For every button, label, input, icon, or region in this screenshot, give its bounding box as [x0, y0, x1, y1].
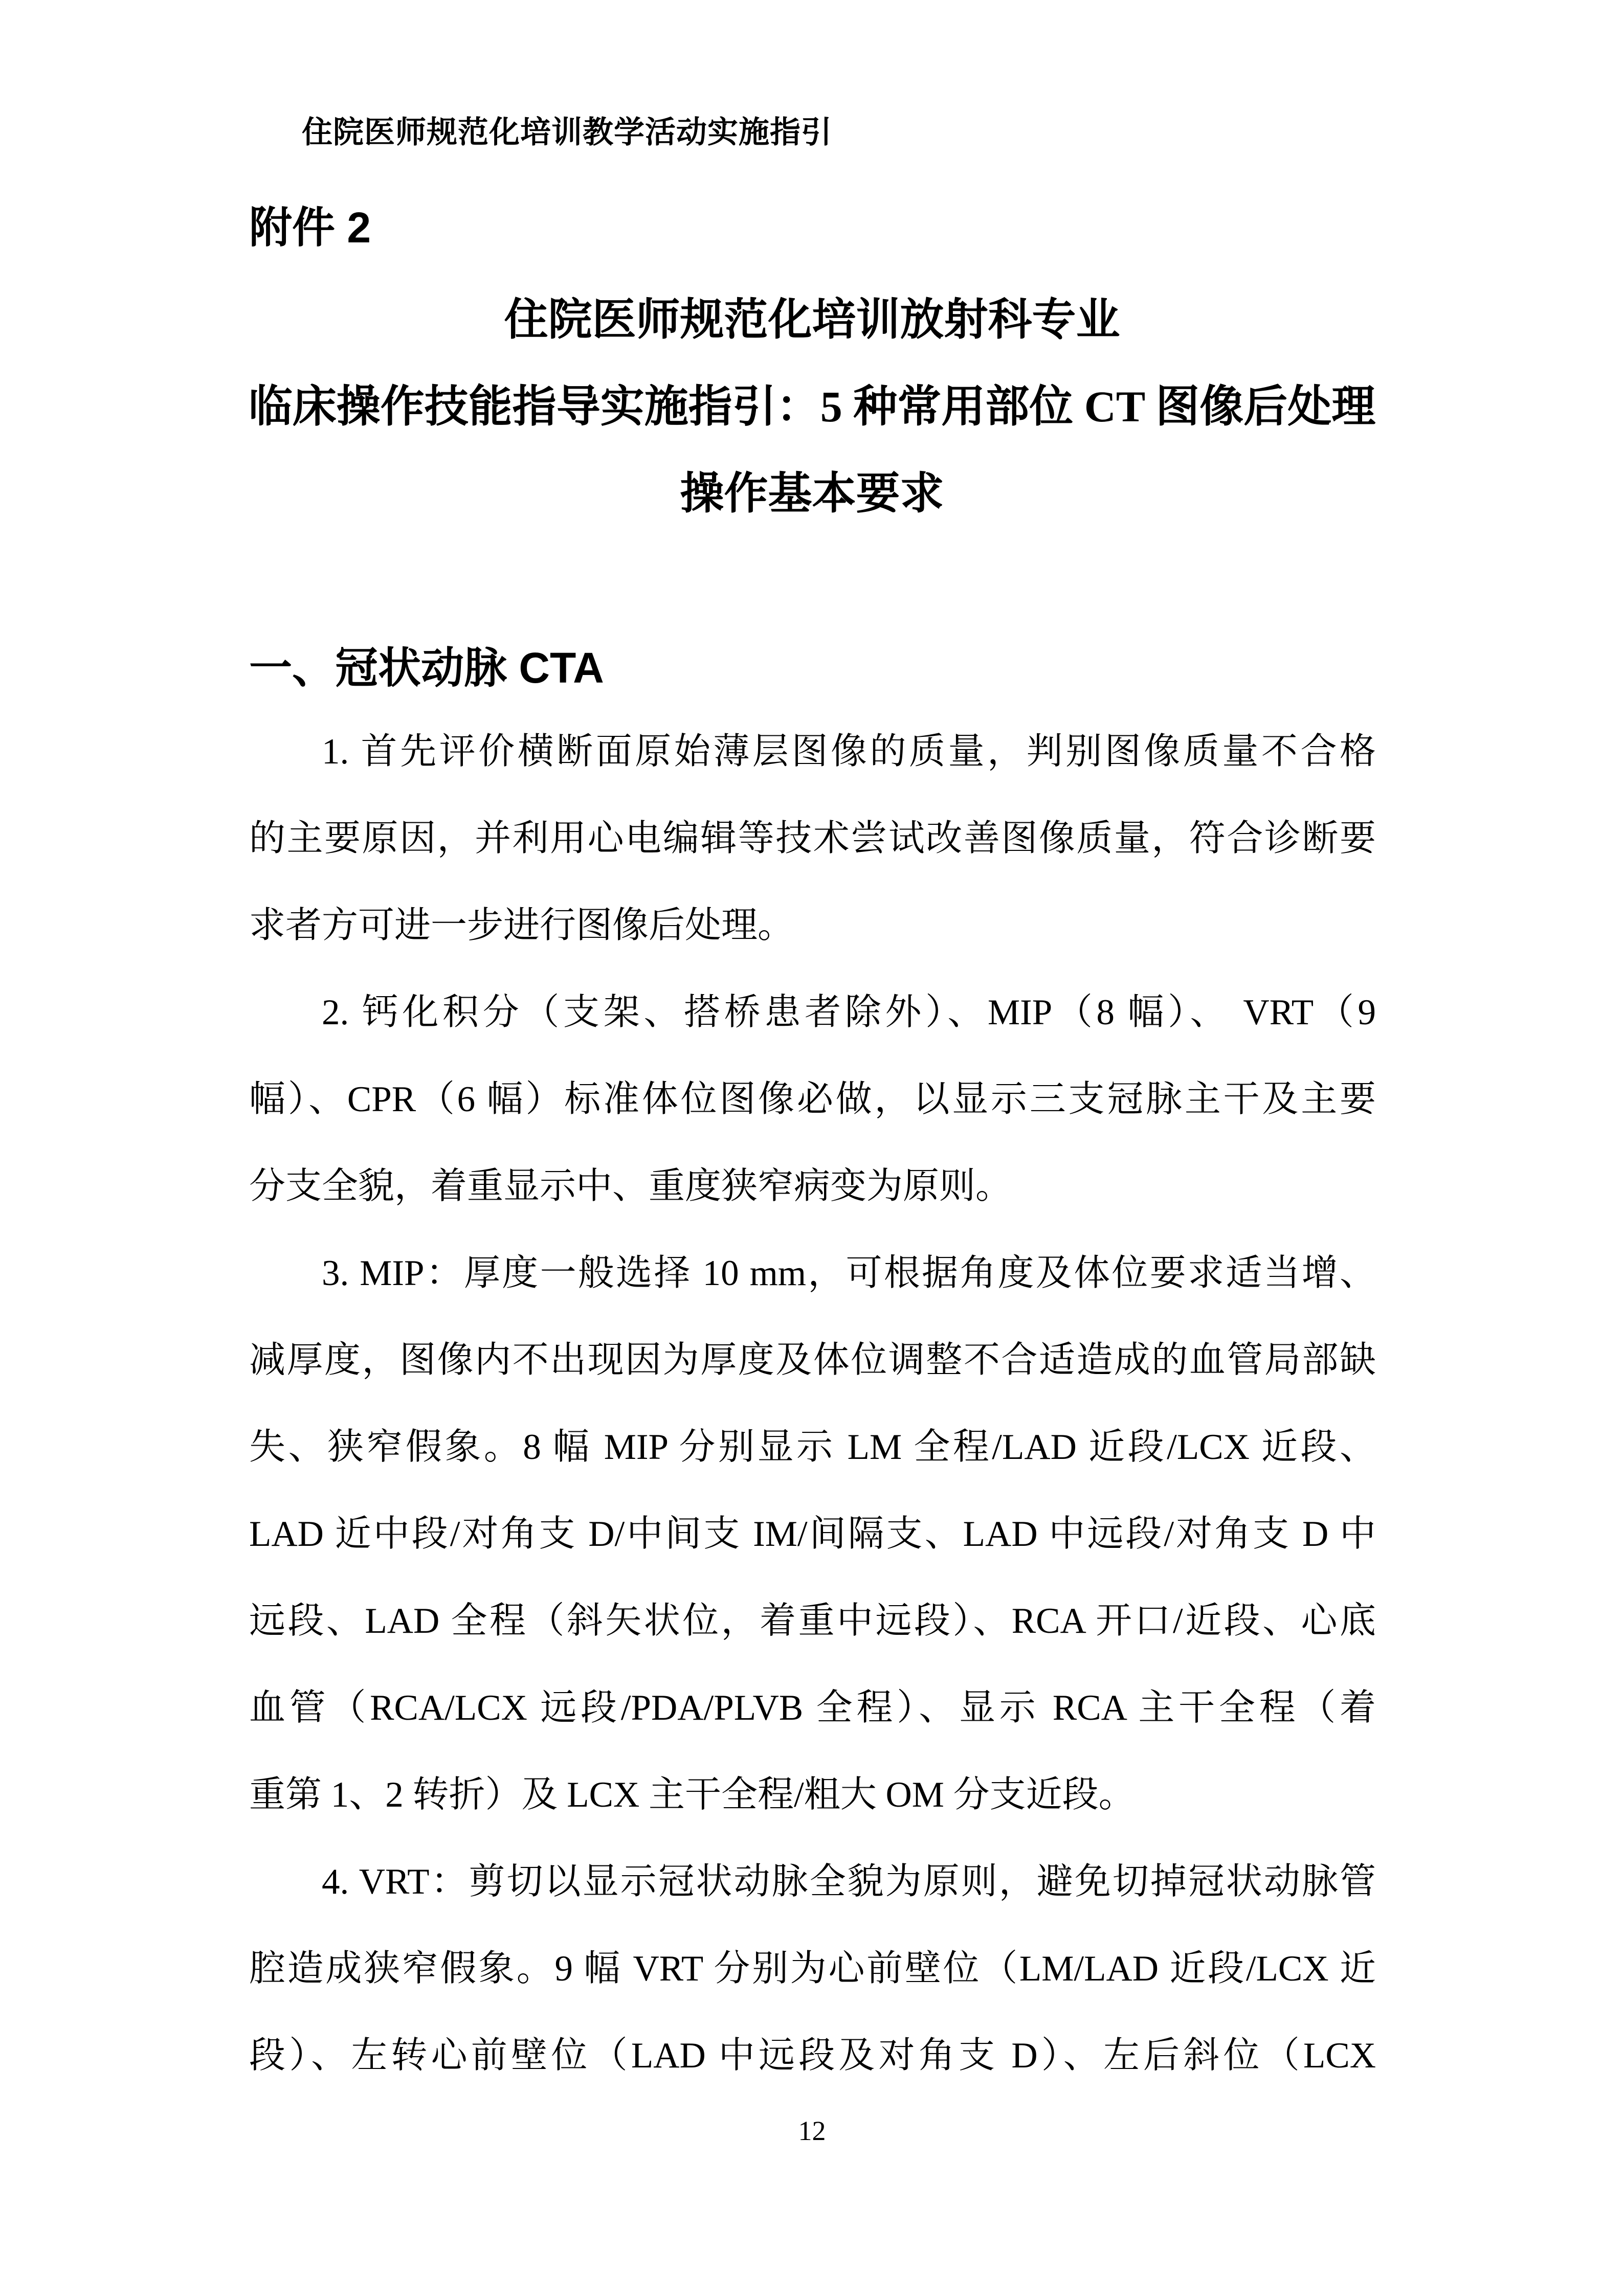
body-line: 重第 1、2 转折）及 LCX 主干全程/粗大 OM 分支近段。: [249, 1775, 1135, 1815]
attachment-label: 附件 2: [249, 204, 371, 252]
body-line: 血管（RCA/LCX 远段/PDA/PLVB 全程）、显示 RCA 主干全程（着: [249, 1688, 1376, 1728]
document-title: [0, 276, 1624, 537]
body-line: 失、狭窄假象。8 幅 MIP 分别显示 LM 全程/LAD 近段/LCX 近段、: [249, 1427, 1376, 1467]
body-line: 腔造成狭窄假象。9 幅 VRT 分别为心前壁位（LM/LAD 近段/LCX 近: [249, 1949, 1376, 1989]
body-line: 减厚度，图像内不出现因为厚度及体位调整不合适造成的血管局部缺: [249, 1340, 1376, 1380]
body-line: 分支全貌，着重显示中、重度狭窄病变为原则。: [249, 1166, 1012, 1206]
body-line: 段）、左转心前壁位（LAD 中远段及对角支 D）、左后斜位（LCX: [249, 2036, 1376, 2076]
body-line: 1. 首先评价横断面原始薄层图像的质量，判别图像质量不合格: [322, 732, 1376, 772]
body-line: 2. 钙化积分（支架、搭桥患者除外）、MIP（8 幅）、 VRT（9: [322, 993, 1376, 1032]
body-line: 3. MIP：厚度一般选择 10 mm，可根据角度及体位要求适当增、: [322, 1253, 1376, 1293]
page-number: 12: [798, 2115, 826, 2146]
body-line: 4. VRT：剪切以显示冠状动脉全貌为原则，避免切掉冠状动脉管: [322, 1862, 1376, 1902]
title-line-2: 临床操作技能指导实施指引：5 种常用部位 CT 图像后处理: [248, 382, 1376, 431]
body-line: 幅）、CPR（6 幅）标准体位图像必做，以显示三支冠脉主干及主要: [249, 1079, 1376, 1119]
section-heading: 一、冠状动脉 CTA: [249, 644, 604, 692]
body-text: [249, 708, 1376, 2099]
running-header: 住院医师规范化培训教学活动实施指引: [302, 116, 832, 149]
title-line-3: 操作基本要求: [680, 469, 944, 518]
body-line: LAD 近中段/对角支 D/中间支 IM/间隔支、LAD 中远段/对角支 D 中: [249, 1514, 1376, 1554]
body-line: 远段、LAD 全程（斜矢状位，着重中远段）、RCA 开口/近段、心底: [249, 1601, 1376, 1641]
body-line: 的主要原因，并利用心电编辑等技术尝试改善图像质量，符合诊断要: [249, 819, 1376, 859]
title-line-1: 住院医师规范化培训放射科专业: [504, 295, 1120, 344]
body-line: 求者方可进一步进行图像后处理。: [249, 906, 794, 946]
